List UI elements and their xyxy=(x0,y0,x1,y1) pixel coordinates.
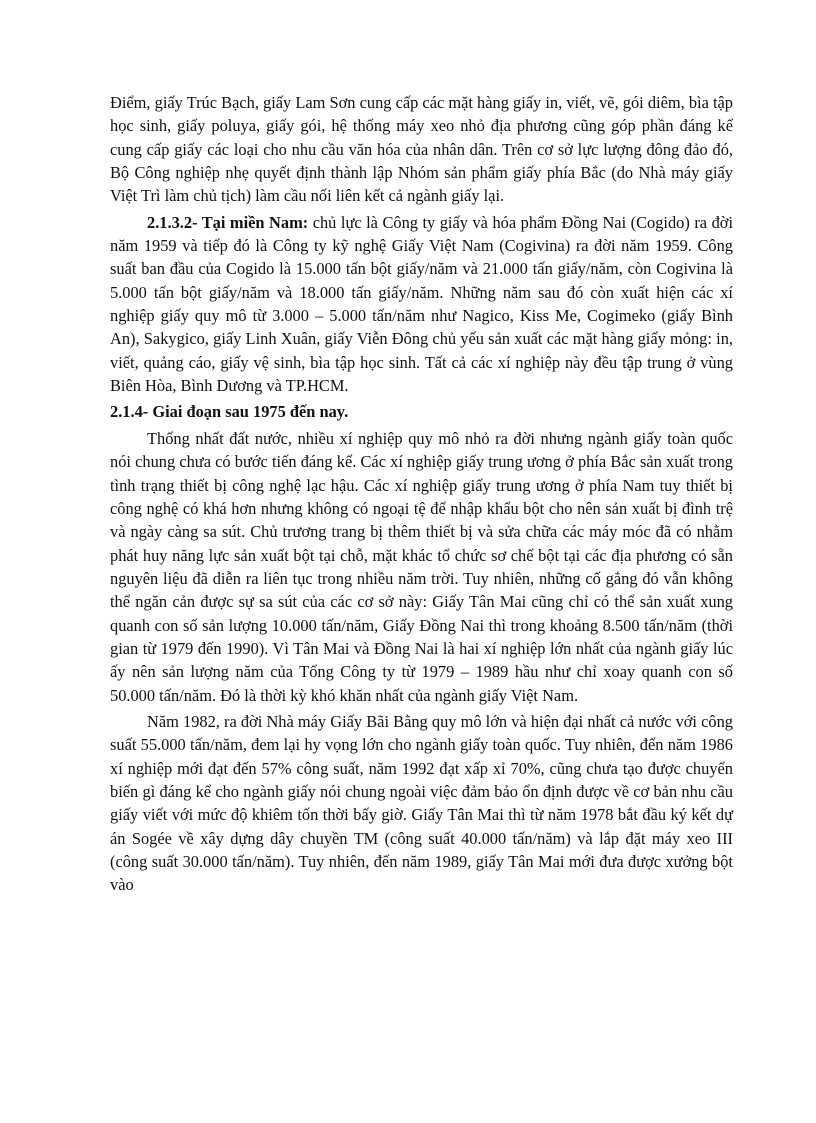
paragraph-south-region xyxy=(110,211,733,398)
paragraph-after-1975: Thống nhất đất nước, nhiều xí nghiệp quy mô nhỏ ra đời nhưng ngành giấy toàn quốc nói chung chưa có bước tiến đáng kể. Các xí nghiệp giấy trung ương ở phía Bắc sản xuất trong tình trạng thiết bị công nghệ lạc hậu. Các xí nghiệp giấy trung ương ở phía Nam tuy thiết bị công nghệ có khá hơn nhưng không có ngoại tệ để nhập khẩu bột cho nên sản xuất bị đình trệ và ngày càng sa sút. Chủ trương trang bị thêm thiết bị và sửa chữa các máy móc đã có nhằm phát huy năng lực sản xuất bột tại chỗ, mặt khác tổ chức sơ chế bột tại các địa phương có sẵn nguyên liệu đã diễn ra liên tục trong nhiều năm trời. Tuy nhiên, những cố gắng đó vẫn không thể ngăn cản được sự sa sút của các cơ sở này: Giấy Tân Mai cũng chỉ có thể sản xuất xung quanh con số sản lượng 10.000 tấn/năm, Giấy Đồng Nai thì trong khoảng 8.500 tấn/năm (thời gian từ 1979 đến 1990). Vì Tân Mai và Đồng Nai là hai xí nghiệp lớn nhất của ngành giấy lúc ấy nên sản lượng năm của Tổng Công ty từ 1979 – 1989 hầu như chỉ xoay quanh con số 50.000 tấn/năm. Đó là thời kỳ khó khăn nhất của ngành giấy Việt Nam. xyxy=(110,428,733,705)
paragraph-bai-bang: Năm 1982, ra đời Nhà máy Giấy Bãi Bằng quy mô lớn và hiện đại nhất cả nước với công suất 55.000 tấn/năm, đem lại hy vọng lớn cho ngành giấy toàn quốc. Tuy nhiên, đến năm 1986 xí nghiệp mới đạt đến 57% công suất, năm 1992 đạt xấp xỉ 70%, cũng chưa tạo được chuyển biến gì đáng kể cho ngành giấy nói chung ngoài việc đảm bảo ổn định được về cơ bản nhu cầu giấy viết với mức độ khiêm tốn thời bấy giờ. Giấy Tân Mai thì từ năm 1978 bắt đầu ký kết dự án Sogée về xây dựng dây chuyền TM (công suất 40.000 tấn/năm) và lắp đặt máy xeo III (công suất 30.000 tấn/năm). Tuy nhiên, đến năm 1989, giấy Tân Mai mới đưa được xưởng bột vào xyxy=(110,711,733,895)
subsection-heading-2-1-3-2: 2.1.3.2- Tại miền Nam: xyxy=(147,212,309,232)
paragraph-north-paper-group: Điểm, giấy Trúc Bạch, giấy Lam Sơn cung cấp các mặt hàng giấy in, viết, vẽ, gói diêm, bìa tập học sinh, giấy poluya, giấy gói, hệ thống máy xeo nhỏ địa phương cũng góp phần đáng kể cung cấp giấy các loại cho nhu cầu văn hóa của nhân dân. Trên cơ sở lực lượng đông đảo đó, Bộ Công nghiệp nhẹ quyết định thành lập Nhóm sản phẩm giấy phía Bắc (do Nhà máy giấy Việt Trì làm chủ tịch) làm cầu nối liên kết cả ngành giấy lại. xyxy=(110,93,733,206)
paragraph-south-region-text: chủ lực là Công ty giấy và hóa phẩm Đồng Nai (Cogido) ra đời năm 1959 và tiếp đó là Công ty kỹ nghệ Giấy Việt Nam (Cogivina) ra đời năm 1959. Công suất ban đầu của Cogido là 15.000 tấn bột giấy/năm và 21.000 tấn giấy/năm, còn Cogivina là 5.000 tấn bột giấy/năm và 18.000 tấn giấy/năm. Những năm sau đó còn xuất hiện các xí nghiệp giấy quy mô từ 3.000 – 5.000 tấn/năm như Nagico, Kiss Me, Cogimeko (giấy Bình An), Sakygico, giấy Linh Xuân, giấy Viễn Đông chủ yếu sản xuất các mặt hàng giấy mỏng: in, viết, quảng cáo, giấy vệ sinh, bìa tập học sinh. Tất cả các xí nghiệp này đều tập trung ở vùng Biên Hòa, Bình Dương và TP.HCM. xyxy=(110,212,734,396)
document-body xyxy=(110,91,733,897)
section-heading-2-1-4: 2.1.4- Giai đoạn sau 1975 đến nay. xyxy=(110,402,349,422)
